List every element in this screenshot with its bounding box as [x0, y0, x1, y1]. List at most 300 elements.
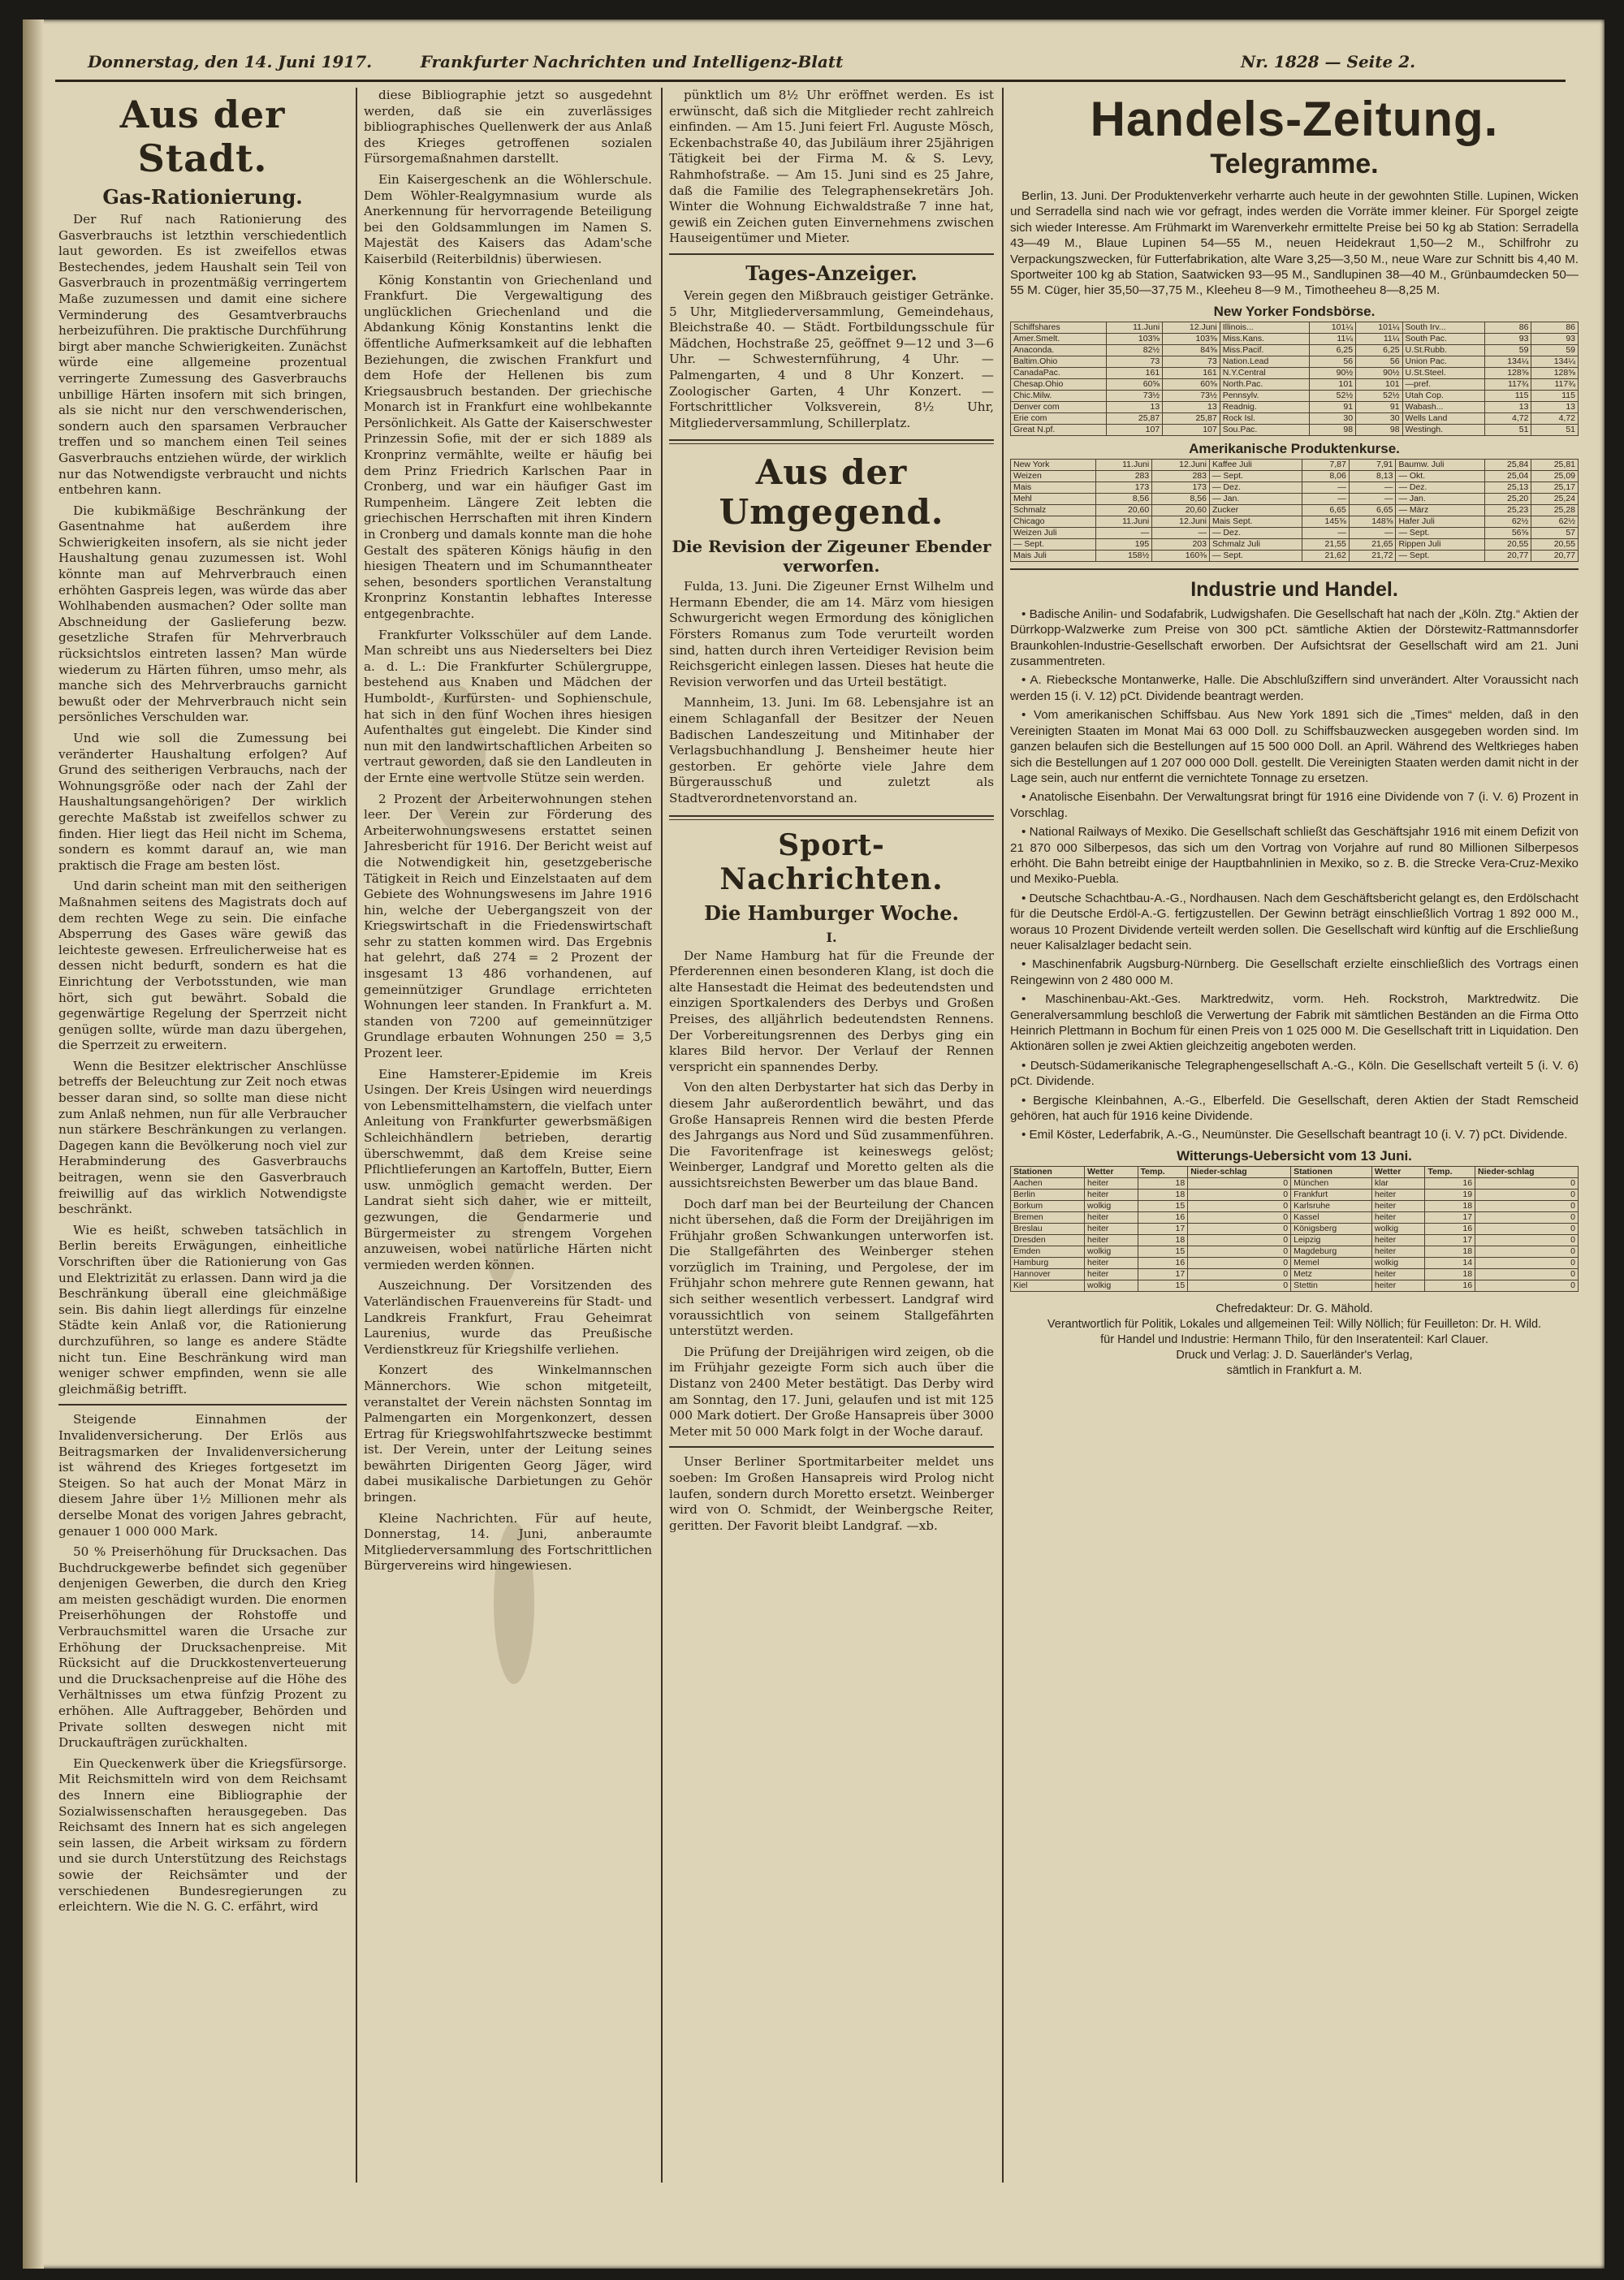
table-cell: 128⅝	[1485, 367, 1531, 378]
table-cell: — Sept.	[1396, 527, 1484, 538]
table-cell: Rock Isl.	[1220, 412, 1309, 424]
table-cell: 7,91	[1349, 459, 1396, 470]
table-cell: Königsberg	[1291, 1223, 1372, 1234]
news-item: König Konstantin von Griechenland und Frankfurt. Die Vergewaltigung des unglücklichen Griechenland und die Abdankung König Konstantins lenkt die öffentliche Aufmerksamkeit auf die lebhaften Beziehungen, die zwischen Frankfurt und dem Hofe der Hellenen bis zum Kriegsausbruch bestanden. Der griechische Monarch ist in Frankfurt eine wohlbekannte Persönlichkeit. Als Gatte der Kaiserschwester Prinzessin Sofie, mit der er sich 1889 als Kronprinz vermählte, weilte er häufig bei dem Prinz Friedrich Karlschen Paar in Cronberg, und war ein häufiger Gast im Rumpenheim. Längere Zeit lebten die griechischen Herrschaften mit ihren Kindern in Cronberg und damals konnte man die hohe Gestalt des späteren Königs häufig in den hiesigen Theatern und im Schumanntheater sehen, besonders sportlichen Veranstaltung Kronprinz Konstantin lebhaftes Interesse entgegenbrachte.	[364, 272, 652, 621]
table-cell: 115	[1531, 390, 1579, 401]
column-rule	[356, 88, 357, 2183]
table-cell: 59	[1531, 344, 1579, 356]
table-cell: U.St.Steel.	[1402, 367, 1484, 378]
table-cell: Erie com	[1011, 412, 1107, 424]
table-cell: 25,87	[1106, 412, 1162, 424]
table-cell: 117¾	[1531, 378, 1579, 390]
industrie-item: • Maschinenfabrik Augsburg-Nürnberg. Die Gesellschaft erzielte einschließlich des Vortrags einen Reingewinn von 2 480 000 M.	[1010, 957, 1579, 987]
table-cell: 101	[1356, 378, 1402, 390]
tages-anzeiger-text: Verein gegen den Mißbrauch geistiger Getränke. 5 Uhr, Mitgliederversammlung, Gemeindehaus, Bleichstraße 40. — Städt. Fortbildungsschule für Mädchen, Hochstraße 25, geöffnet 9—12 und 3—6 Uhr. — Schwesternführung, 4 Uhr. — Palmengarten, 4 und 8 Uhr Konzert. — Zoologischer Garten, 4 Uhr Konzert. — Fortschrittlicher Volksverein, 8½ Uhr, Mitgliederversammlung, Schillerplatz.	[669, 287, 994, 430]
table-cell: 21,72	[1349, 550, 1396, 561]
industrie-item: • Badische Anilin- und Sodafabrik, Ludwigshafen. Die Gesellschaft hat nach der „Köln. Ztg.“ Aktien der Dürrkopp-Walzwerke zum Preise von 300 pCt. sämtliche Aktien der Dörstewitz-Rattmannsdorfer Braunkohlen-Industrie-Gesellschaft erworben. Der Aufsichtsrat der Gesellschaft wird am 21. Juni zusammentreten.	[1010, 607, 1579, 669]
table-cell: Sou.Pac.	[1220, 424, 1309, 435]
table-cell: 11¼	[1309, 333, 1355, 344]
ny-row	[1011, 356, 1579, 367]
header-cell: Stationen	[1291, 1166, 1372, 1177]
table-cell: Zucker	[1209, 504, 1302, 516]
table-cell: 13	[1485, 401, 1531, 412]
table-cell: Magdeburg	[1291, 1246, 1372, 1257]
table-cell: 90½	[1356, 367, 1402, 378]
table-cell: 20,55	[1484, 538, 1531, 550]
table-cell: 0	[1188, 1246, 1291, 1257]
witterung-header-row	[1011, 1166, 1579, 1177]
ny-row	[1011, 401, 1579, 412]
ny-row	[1011, 412, 1579, 424]
table-cell: 15	[1138, 1246, 1188, 1257]
table-cell: Wells Land	[1402, 412, 1484, 424]
amer-row	[1011, 550, 1579, 561]
table-cell: 17	[1138, 1268, 1188, 1280]
table-cell: 0	[1188, 1223, 1291, 1234]
table-cell: 25,09	[1531, 470, 1579, 481]
table-cell: — Sept.	[1209, 550, 1302, 561]
binding-edge	[23, 19, 44, 2269]
table-cell: 158½	[1095, 550, 1151, 561]
table-cell: 160⅜	[1152, 550, 1210, 561]
table-cell: — Dez.	[1396, 481, 1484, 493]
table-cell: 62½	[1531, 516, 1579, 527]
table-cell: 11.Juni	[1095, 459, 1151, 470]
table-cell: — März	[1396, 504, 1484, 516]
divider	[669, 815, 994, 820]
table-cell: 12.Juni	[1152, 459, 1210, 470]
industrie-item: • National Railways of Mexiko. Die Gesellschaft schließt das Geschäftsjahr 1916 mit einem Defizit von 21 870 000 Silberpesos, das sich um den Vortrag von Vorjahre auf rund 80 Millionen Silberpesos erhöht. Die Bahn betreibt einige der Hauptbahnlinien in Mexiko, so z. B. die Strecke Vera-Cruz-Mexiko und Mexiko-Puebla.	[1010, 825, 1579, 887]
table-cell: Hannover	[1011, 1268, 1085, 1280]
table-cell: Hafer Juli	[1396, 516, 1484, 527]
news-item: Eine Hamsterer-Epidemie im Kreis Usingen. Der Kreis Usingen wird neuerdings von Lebensmittelhamstern, die vielfach unter Anleitung von Frankfurter gewerbsmäßigen Schleichhändlern betrieben, derartig überschwemmt, daß dem Kreise seine Pflichtlieferungen an Kartoffeln, Butter, Eiern usw. unmöglich gemacht werden. Der Landrat sieht sich daher, wie er mitteilt, gezwungen, die Gendarmerie und Bürgermeister zu strengem Vorgehen anzuweisen, wobei natürliche Härten nicht vermieden werden können.	[364, 1066, 652, 1272]
table-cell: 25,13	[1484, 481, 1531, 493]
table-cell: 148⅝	[1349, 516, 1396, 527]
table-cell: heiter	[1085, 1211, 1138, 1223]
table-cell: 8,06	[1302, 470, 1350, 481]
table-cell: Kiel	[1011, 1280, 1085, 1291]
table-cell: heiter	[1085, 1234, 1138, 1246]
table-cell: 25,81	[1531, 459, 1579, 470]
table-cell: 17	[1425, 1234, 1475, 1246]
ny-fondsboerse-table	[1010, 322, 1579, 436]
amer-row	[1011, 504, 1579, 516]
table-cell: 16	[1425, 1223, 1475, 1234]
table-cell: 18	[1138, 1177, 1188, 1189]
table-cell: 16	[1138, 1211, 1188, 1223]
table-cell: 101	[1309, 378, 1355, 390]
table-cell: Aachen	[1011, 1177, 1085, 1189]
table-cell: Mais Sept.	[1209, 516, 1302, 527]
table-cell: —	[1302, 481, 1350, 493]
ny-fondsboerse-title: New Yorker Fondsbörse.	[1213, 303, 1376, 319]
table-cell: 59	[1485, 344, 1531, 356]
table-cell: 134¼	[1531, 356, 1579, 367]
table-cell: 161	[1163, 367, 1220, 378]
news-item: Ein Queckenwerk über die Kriegsfürsorge. Mit Reichsmitteln wird von dem Reichsamt des Innern eine Bibliographie der Sozialwissenschaften herausgegeben. Das Reichsamt des Innern hat es sich angelegen sein lassen, die Arbeit wirksam zu fördern und sie durch Unterstützung des Reichstags sowie der Reichsämter und der verschiedenen Bundesregierungen zu erleichtern. Wie die N. G. C. erfährt, wird	[58, 1755, 347, 1915]
table-cell: heiter	[1371, 1200, 1425, 1211]
amer-row	[1011, 459, 1579, 470]
table-cell: 0	[1475, 1280, 1579, 1291]
table-cell: 86	[1531, 322, 1579, 333]
table-cell: 98	[1356, 424, 1402, 435]
article-paragraph: Die Prüfung der Dreijährigen wird zeigen, ob die im Frühjahr gezeigte Form sich auch über die Distanz von 2400 Meter bestätigt. Das Derby wird am Sonntag, den 17. Juni, gelaufen und ist mit 125 000 Mark dotiert. Der Große Hansapreis über 3000 Meter mit 50 000 Mark folgt in der Woche darauf.	[669, 1344, 994, 1439]
table-cell: Baumw. Juli	[1396, 459, 1484, 470]
table-cell: 20,77	[1484, 550, 1531, 561]
table-cell: 82½	[1106, 344, 1162, 356]
table-cell: —pref.	[1402, 378, 1484, 390]
table-cell: Hamburg	[1011, 1257, 1085, 1268]
table-cell: 6,25	[1356, 344, 1402, 356]
article-paragraph: diese Bibliographie jetzt so ausgedehnt werden, daß sie ein zuverlässiges bibliographisches Quellenwerk der aus Anlaß des Krieges getroffenen sozialen Fürsorgemaßnahmen darstellt.	[364, 88, 652, 166]
witterung-row	[1011, 1268, 1579, 1280]
table-cell: 84⅝	[1163, 344, 1220, 356]
table-cell: Metz	[1291, 1268, 1372, 1280]
witterung-row	[1011, 1246, 1579, 1257]
issue-date: Donnerstag, den 14. Juni 1917.	[88, 52, 373, 71]
table-cell: wolkig	[1371, 1223, 1425, 1234]
table-cell: 25,28	[1531, 504, 1579, 516]
article-paragraph: Mannheim, 13. Juni. Im 68. Lebensjahre ist an einem Schlaganfall der Besitzer der Neuen Badischen Landeszeitung und Mitinhaber der Verlagsbuchhandlung J. Bensheimer heute hier gestorben. Er gehörte viele Jahre dem Bürgerausschuß und zuletzt als Stadtverordnetenvorstand an.	[669, 695, 994, 805]
table-cell: — Okt.	[1396, 470, 1484, 481]
table-cell: 93	[1485, 333, 1531, 344]
amer-row	[1011, 516, 1579, 527]
table-cell: 6,65	[1302, 504, 1350, 516]
table-cell: Kaffee Juli	[1209, 459, 1302, 470]
header-rule	[55, 80, 1566, 82]
witterung-row	[1011, 1234, 1579, 1246]
table-cell: 56	[1356, 356, 1402, 367]
table-cell: 20,77	[1531, 550, 1579, 561]
table-cell: 16	[1138, 1257, 1188, 1268]
table-cell: heiter	[1371, 1246, 1425, 1257]
table-cell: Mais Juli	[1011, 550, 1096, 561]
imprint-line: Verantwortlich für Politik, Lokales und allgemeinen Teil: Willy Nöllich; für Feuilleton: Dr. H. Wild.	[1047, 1317, 1542, 1331]
table-cell: 8,13	[1349, 470, 1396, 481]
article-paragraph: Die kubikmäßige Beschränkung der Gasentnahme hat außerdem ihre Schwierigkeiten insofern, als sie nicht jeder Haushaltung genau zuzumessen ist. Wohl könnte man auf Mehrverbrauch einen erhöhten Gaspreis legen, was würde das aber Wohlhabenden ausmachen? Oder sollte man Abschneidung der Gaslieferung bezw. gesetzliche Strafen für Mehrverbrauch rücksichtslos eintreten lassen? Man würde wiederum zu Härten führen, umso mehr, als manche sich des Mehrverbrauchs garnicht bewußt oder der Mehrverbrauch nicht sein persönliches Verschulden war.	[58, 503, 347, 725]
table-cell: — Sept.	[1011, 538, 1096, 550]
header-cell: Wetter	[1085, 1166, 1138, 1177]
industrie-item: • Bergische Kleinbahnen, A.-G., Elberfeld. Die Gesellschaft, deren Aktien der Stadt Remscheid gehören, hat auch für 1916 keine Dividende.	[1010, 1093, 1579, 1124]
table-cell: 15	[1138, 1200, 1188, 1211]
table-cell: Bremen	[1011, 1211, 1085, 1223]
table-cell: 52½	[1309, 390, 1355, 401]
sport-subtitle: Die Hamburger Woche.	[704, 900, 959, 925]
table-cell: 12.Juni	[1152, 516, 1210, 527]
industrie-item: • Deutsche Schachtbau-A.-G., Nordhausen. Nach dem Geschäftsbericht gelangt es, den Erdölschacht für die Deutsche Erdöl-A.-G. fertigzustellen. Der Gewinn beträgt einschließlich Vortrag 1 892 000 M., woraus 10 Prozent Dividende verteilt werden sollen. Die Gesellschaft wird künftig auf die Erschließung neuer Kalisalzlager bedacht sein.	[1010, 891, 1579, 952]
table-cell: 60⅝	[1106, 378, 1162, 390]
industrie-handel-title: Industrie und Handel.	[1190, 577, 1398, 601]
sport-title: Sport-Nachrichten.	[719, 827, 944, 896]
table-cell: 0	[1188, 1234, 1291, 1246]
table-cell: 12.Juni	[1163, 322, 1220, 333]
news-item: Kleine Nachrichten. Für auf heute, Donnerstag, 14. Juni, anberaumte Mitgliederversammlung des Fortschrittlichen Bürgervereins wird hingewiesen.	[364, 1510, 652, 1574]
table-cell: Mehl	[1011, 493, 1096, 504]
table-cell: 60⅝	[1163, 378, 1220, 390]
table-cell: Breslau	[1011, 1223, 1085, 1234]
table-cell: heiter	[1371, 1280, 1425, 1291]
table-cell: 73	[1163, 356, 1220, 367]
table-cell: 30	[1356, 412, 1402, 424]
table-cell: heiter	[1085, 1189, 1138, 1200]
table-cell: Berlin	[1011, 1189, 1085, 1200]
table-cell: South Irv...	[1402, 322, 1484, 333]
table-cell: wolkig	[1085, 1246, 1138, 1257]
table-cell: 73½	[1163, 390, 1220, 401]
table-cell: 0	[1188, 1257, 1291, 1268]
table-cell: 73	[1106, 356, 1162, 367]
table-cell: 21,65	[1349, 538, 1396, 550]
table-cell: heiter	[1371, 1211, 1425, 1223]
table-cell: Borkum	[1011, 1200, 1085, 1211]
table-cell: Pennsylv.	[1220, 390, 1309, 401]
table-cell: 18	[1138, 1189, 1188, 1200]
table-cell: 20,55	[1531, 538, 1579, 550]
table-cell: 103⅝	[1163, 333, 1220, 344]
umgegend-title: Aus der Umgegend.	[719, 452, 944, 533]
table-cell: Stettin	[1291, 1280, 1372, 1291]
article-paragraph: Von den alten Derbystarter hat sich das Derby in diesem Jahr außerordentlich bewährt, und das Große Hansapreis Rennen wird die besten Pferde des Jahrgangs aus Nord und Süd zusammenführen. Die Favoritenfrage ist keineswegs gelöst; Weinberger, Landgraf und Moretto gelten als die aussichtsreichsten Bewerber um das blaue Band.	[669, 1080, 994, 1190]
news-item: Konzert des Winkelmannschen Männerchors. Wie schon mitgeteilt, veranstaltet der Verein nächsten Sonntag im Palmengarten ein Morgenkonzert, dessen Ertrag für Kriegswohlfahrtszwecke bestimmt ist. Der Verein, unter der Leitung seines bewährten Dirigenten Georg Jäger, wird dabei musikalische Darbietungen zu Gehör bringen.	[364, 1362, 652, 1505]
newspaper-name: Frankfurter Nachrichten und Intelligenz-Blatt	[420, 52, 844, 71]
table-cell: 56⅝	[1484, 527, 1531, 538]
handels-zeitung-title: Handels-Zeitung.	[1090, 92, 1499, 146]
table-cell: wolkig	[1085, 1200, 1138, 1211]
table-cell: heiter	[1085, 1223, 1138, 1234]
table-cell: CanadaPac.	[1011, 367, 1107, 378]
table-cell: 115	[1485, 390, 1531, 401]
amer-produkten-table	[1010, 459, 1579, 562]
amer-row	[1011, 493, 1579, 504]
column-rule	[1002, 88, 1004, 2183]
table-cell: 203	[1152, 538, 1210, 550]
table-cell: 25,84	[1484, 459, 1531, 470]
table-cell: Memel	[1291, 1257, 1372, 1268]
table-cell: heiter	[1371, 1234, 1425, 1246]
table-cell: 25,17	[1531, 481, 1579, 493]
table-cell: 161	[1106, 367, 1162, 378]
table-cell: Illinois...	[1220, 322, 1309, 333]
imprint-line: Chefredakteur: Dr. G. Mähold.	[1216, 1302, 1373, 1315]
witterung-row	[1011, 1177, 1579, 1189]
table-cell: Anaconda.	[1011, 344, 1107, 356]
ny-row	[1011, 322, 1579, 333]
table-cell: 0	[1188, 1189, 1291, 1200]
table-cell: 56	[1309, 356, 1355, 367]
table-cell: 8,56	[1095, 493, 1151, 504]
telegramme-title: Telegramme.	[1210, 149, 1379, 179]
table-cell: 91	[1309, 401, 1355, 412]
divider	[669, 439, 994, 444]
imprint-line: sämtlich in Frankfurt a. M.	[1226, 1363, 1363, 1377]
imprint	[1010, 1302, 1579, 1379]
table-cell: 117¾	[1485, 378, 1531, 390]
ny-row	[1011, 378, 1579, 390]
table-cell: Schmalz	[1011, 504, 1096, 516]
table-cell: 18	[1425, 1246, 1475, 1257]
industrie-item: • A. Riebecksche Montanwerke, Halle. Die Abschlußziffern sind unverändert. Alter Voraussicht nach werden 15 (i. V. 12) pCt. Dividende beantragt werden.	[1010, 673, 1579, 703]
table-cell: heiter	[1371, 1189, 1425, 1200]
table-cell: 283	[1152, 470, 1210, 481]
table-cell: München	[1291, 1177, 1372, 1189]
table-cell: 4,72	[1531, 412, 1579, 424]
table-cell: 98	[1309, 424, 1355, 435]
table-cell: 13	[1163, 401, 1220, 412]
table-cell: 0	[1475, 1234, 1579, 1246]
table-cell: Schiffshares	[1011, 322, 1107, 333]
table-cell: 101¼	[1309, 322, 1355, 333]
table-cell: 13	[1531, 401, 1579, 412]
table-cell: Denver com	[1011, 401, 1107, 412]
table-cell: 107	[1106, 424, 1162, 435]
table-cell: U.St.Rubb.	[1402, 344, 1484, 356]
table-cell: Miss.Kans.	[1220, 333, 1309, 344]
news-item: Auszeichnung. Der Vorsitzenden des Vaterländischen Frauenvereins für Stadt- und Landkreis Frankfurt, Frau Geheimrat Laurenius, wurde das Preußische Verdienstkreuz für Kriegshilfe verliehen.	[364, 1278, 652, 1357]
header-cell: Wetter	[1371, 1166, 1425, 1177]
article-paragraph: Wenn die Besitzer elektrischer Anschlüsse betreffs der Beleuchtung zur Zeit noch etwas besser daran sind, so sollte man diese nicht zum Anlaß nehmen, nun für alle Verbraucher nun stärkere Beschränkungen zu verlangen. Dagegen kann die Bevölkerung noch viel zur Herabminderung des Gasverbrauchs beitragen, wenn sie den Gasverbrauch freiwillig auf das wirklich Notwendigste beschränkt.	[58, 1058, 347, 1217]
umgegend-subtitle: Die Revision der Zigeuner Ebender verworfen.	[672, 537, 991, 576]
table-cell: 0	[1475, 1189, 1579, 1200]
table-cell: 0	[1475, 1223, 1579, 1234]
table-cell: Weizen Juli	[1011, 527, 1096, 538]
table-cell: 18	[1425, 1200, 1475, 1211]
table-cell: —	[1302, 493, 1350, 504]
news-item: 2 Prozent der Arbeiterwohnungen stehen leer. Der Verein zur Förderung des Arbeiterwohnungswesens erstattet seinen Jahresbericht für 1916. Der Bericht weist auf die Notwendigkeit hin, gesetzgeberische Tätigkeit in Reich und Einzelstaaten auf dem Gebiete des Wohnungswesens im Jahre 1916 hin, welche der Uebergangszeit von der Kriegswirtschaft in die Friedenswirtschaft sehr zu statten kommen wird. Das Ergebnis hat gelehrt, daß 274 = 2 Prozent der insgesamt 13 486 vorhandenen, auf gemeinnütziger Grundlage errichteten Wohnungen leer standen. In Frankfurt a. M. standen von 7200 auf gemeinnütziger Grundlage erbauten Wohnungen 250 = 3,5 Prozent leer.	[364, 791, 652, 1061]
header-cell: Temp.	[1138, 1166, 1188, 1177]
table-cell: 283	[1095, 470, 1151, 481]
table-cell: —	[1095, 527, 1151, 538]
table-cell: Leipzig	[1291, 1234, 1372, 1246]
table-cell: — Jan.	[1209, 493, 1302, 504]
table-cell: —	[1349, 493, 1396, 504]
industrie-handel-body	[1010, 607, 1579, 1143]
table-cell: 17	[1425, 1211, 1475, 1223]
sport-part-number: I.	[826, 929, 837, 945]
table-cell: heiter	[1085, 1257, 1138, 1268]
imprint-line: Druck und Verlag: J. D. Sauerländer's Verlag,	[1176, 1348, 1413, 1362]
table-cell: 57	[1531, 527, 1579, 538]
witterung-row	[1011, 1211, 1579, 1223]
table-cell: 91	[1356, 401, 1402, 412]
divider	[669, 1446, 994, 1448]
table-cell: 173	[1095, 481, 1151, 493]
table-cell: 51	[1531, 424, 1579, 435]
table-cell: 18	[1425, 1268, 1475, 1280]
table-cell: 0	[1188, 1200, 1291, 1211]
tages-anzeiger-title: Tages-Anzeiger.	[745, 261, 918, 285]
table-cell: Schmalz Juli	[1209, 538, 1302, 550]
telegram-text: Berlin, 13. Juni. Der Produktenverkehr verharrte auch heute in der gewohnten Stille. Lupinen, Wicken und Serradella sind nach wie vor gefragt, indes werden die Vorräte immer kleiner. Für Sporgel zeigte sich wieder Interesse. Am Frühmarkt im Warenverkehr ermittelte Preise bei 50 kg ab Station: Serradella 43—49 M., Blaue Lupinen 54—55 M., neuen Heidekraut 1,50—2 M., Schilfrohr zu Verpackungszwecken, für Futterfabrikation, alte Ware 3,25—3,50 M., neue Ware zur Schnitt bis 4,40 M. Sportweiter 100 kg ab Station, Saatwicken 93—95 M., Sandlupinen 38—40 M., Grünbaumdecken 50—55 M. Cüger, hier 35,50—37,75 M., Kleeheu 8—9 M., Timotheeheu 8—8,25 M.	[1010, 189, 1579, 298]
table-cell: 19	[1425, 1189, 1475, 1200]
table-cell: 25,20	[1484, 493, 1531, 504]
table-cell: 145⅝	[1302, 516, 1350, 527]
table-cell: 25,24	[1531, 493, 1579, 504]
table-cell: klar	[1371, 1177, 1425, 1189]
table-cell: 93	[1531, 333, 1579, 344]
table-cell: Amer.Smelt.	[1011, 333, 1107, 344]
table-cell: 173	[1152, 481, 1210, 493]
table-cell: 51	[1485, 424, 1531, 435]
news-item: Ein Kaisergeschenk an die Wöhlerschule. Dem Wöhler-Realgymnasium wurde als Anerkennung für hervorragende Beteiligung bei den Goldsammlungen im Namen S. Majestät des Kaisers das Adam'sche Kaiserbild (Reiterbildnis) überwiesen.	[364, 171, 652, 266]
table-cell: 17	[1138, 1223, 1188, 1234]
table-cell: heiter	[1085, 1268, 1138, 1280]
table-cell: 0	[1188, 1211, 1291, 1223]
table-cell: 103⅝	[1106, 333, 1162, 344]
table-cell: 0	[1475, 1246, 1579, 1257]
amer-row	[1011, 538, 1579, 550]
table-cell: 25,04	[1484, 470, 1531, 481]
table-cell: — Sept.	[1396, 550, 1484, 561]
table-cell: Utah Cop.	[1402, 390, 1484, 401]
table-cell: 73½	[1106, 390, 1162, 401]
table-cell: 21,62	[1302, 550, 1350, 561]
table-cell: 0	[1475, 1211, 1579, 1223]
witterung-row	[1011, 1189, 1579, 1200]
imprint-line: für Handel und Industrie: Hermann Thilo, für den Inseratenteil: Karl Clauer.	[1100, 1332, 1488, 1346]
industrie-item: • Emil Köster, Lederfabrik, A.-G., Neumünster. Die Gesellschaft beantragt 10 (i. V. 7) pCt. Dividende.	[1021, 1128, 1568, 1142]
article-paragraph: pünktlich um 8½ Uhr eröffnet werden. Es ist erwünscht, daß sich die Mitglieder recht zahlreich einfinden. — Am 15. Juni feiert Frl. Auguste Mösch, Eckenbachstraße 40, das Jubiläum ihrer 25jährigen Tätigkeit bei der Firma M. & S. Levy, Rahmhofstraße. — Am 15. Juni sind es 25 Jahre, daß die Familie des Telegraphensekretärs Joh. Winter die Wohnung Eichwaldstraße 7 inne hat, gewiß ein Zeichen guten Einvernehmens zwischen Hauseigentümer und Mieter.	[669, 88, 994, 246]
ny-row	[1011, 367, 1579, 378]
table-cell: 16	[1425, 1280, 1475, 1291]
table-cell: 25,23	[1484, 504, 1531, 516]
news-item: Frankfurter Volksschüler auf dem Lande. Man schreibt uns aus Niederselters bei Diez a. d. L.: Die Frankfurter Schülergruppe, bestehend aus Knaben und Mädchen der Humboldt-, Kurfürsten- und Sophienschule, hat sich in den fünf Wochen ihres hiesigen Aufenthaltes gut eingelebt. Die Kinder sind nun mit den landwirtschaftlichen Arbeiten so vertraut geworden, daß sie den Landleuten in der Ernte eine wertvolle Stütze sein werden.	[364, 627, 652, 785]
table-cell: heiter	[1371, 1268, 1425, 1280]
table-cell: 21,55	[1302, 538, 1350, 550]
masthead	[55, 52, 1200, 81]
table-cell: 16	[1425, 1177, 1475, 1189]
amer-row	[1011, 470, 1579, 481]
industrie-item: • Vom amerikanischen Schiffsbau. Aus New York 1891 sich die „Times“ melden, daß in den Vereinigten Staaten im Monat Mai 63 000 Doll. zu Schiffsbauzwecken ausgegeben worden sind. Im ganzen belaufen sich die Bestellungen auf 15 500 000 Doll. an April. Während des Weltkrieges haben sich die Bestellungen auf 1 207 000 000 Doll. gestellt. Die Vereinigten Staaten werden damit nicht in der Lage sein, auch nur entfernt die vernichtete Tonnage zu ersetzen.	[1010, 708, 1579, 785]
witterung-row	[1011, 1257, 1579, 1268]
amer-produkten-title: Amerikanische Produktenkurse.	[1189, 440, 1400, 456]
amer-row	[1011, 481, 1579, 493]
table-cell: North.Pac.	[1220, 378, 1309, 390]
table-cell: Chesap.Ohio	[1011, 378, 1107, 390]
table-cell: 195	[1095, 538, 1151, 550]
table-cell: Kassel	[1291, 1211, 1372, 1223]
table-cell: Chic.Milw.	[1011, 390, 1107, 401]
table-cell: Nation.Lead	[1220, 356, 1309, 367]
table-cell: 62½	[1484, 516, 1531, 527]
article-paragraph: Der Ruf nach Rationierung des Gasverbrauchs ist letzthin verschiedentlich laut geworden. Es ist zweifellos etwas Bestechendes, jedem Haushalt sein Teil von Gasverbrauch in prozentmäßig verringertem Maße zuzumessen und damit eine sichere Verminderung des Gesamtverbrauchs herbeizuführen. Die praktische Durchführung birgt aber manche Schwierigkeiten. Zunächst würde eine allgemeine prozentual verringerte Zumessung des Gasverbrauchs unbillige Härten insofern mit sich bringen, als sie nicht nur den verschwenderischen, sondern auch den sparsamen Verbraucher treffen und so manchem einen Teil seines Gasverbrauchs entziehen würde, der wirklich nur das Notwendigste verbraucht und nichts entbehren kann.	[58, 212, 347, 498]
table-cell: Dresden	[1011, 1234, 1085, 1246]
table-cell: 0	[1188, 1268, 1291, 1280]
article-paragraph: Und darin scheint man mit den seitherigen Maßnahmen seitens des Magistrats doch auf dem rechten Wege zu sein. Die einfache Absperrung des Gases wäre gewiß das leichteste gewesen. Erfreulicherweise hat es dessen nicht bedurft, sondern es hat die Einrichtung der Verbotsstunden, wie man hört, sich gut bewährt. Sobald die gegenwärtige Regelung der Sperrzeit nicht genügen sollte, würde man dazu übergehen, die Sperrzeit zu erweitern.	[58, 879, 347, 1053]
table-cell: N.Y.Central	[1220, 367, 1309, 378]
column-stadt-cont	[364, 88, 652, 2199]
table-cell: 6,25	[1309, 344, 1355, 356]
table-cell: 107	[1163, 424, 1220, 435]
amer-row	[1011, 527, 1579, 538]
table-cell: 11.Juni	[1106, 322, 1162, 333]
table-cell: — Dez.	[1209, 527, 1302, 538]
table-cell: 86	[1485, 322, 1531, 333]
table-cell: Weizen	[1011, 470, 1096, 481]
witterung-row	[1011, 1200, 1579, 1211]
ny-row	[1011, 390, 1579, 401]
table-cell: Readnig.	[1220, 401, 1309, 412]
header-cell: Temp.	[1425, 1166, 1475, 1177]
header-cell: Nieder-schlag	[1475, 1166, 1579, 1177]
table-cell: 20,60	[1095, 504, 1151, 516]
table-cell: South Pac.	[1402, 333, 1484, 344]
divider	[1010, 568, 1579, 570]
table-cell: — Jan.	[1396, 493, 1484, 504]
table-cell: 0	[1475, 1257, 1579, 1268]
table-cell: 0	[1475, 1200, 1579, 1211]
table-cell: New York	[1011, 459, 1096, 470]
table-cell: Great N.pf.	[1011, 424, 1107, 435]
